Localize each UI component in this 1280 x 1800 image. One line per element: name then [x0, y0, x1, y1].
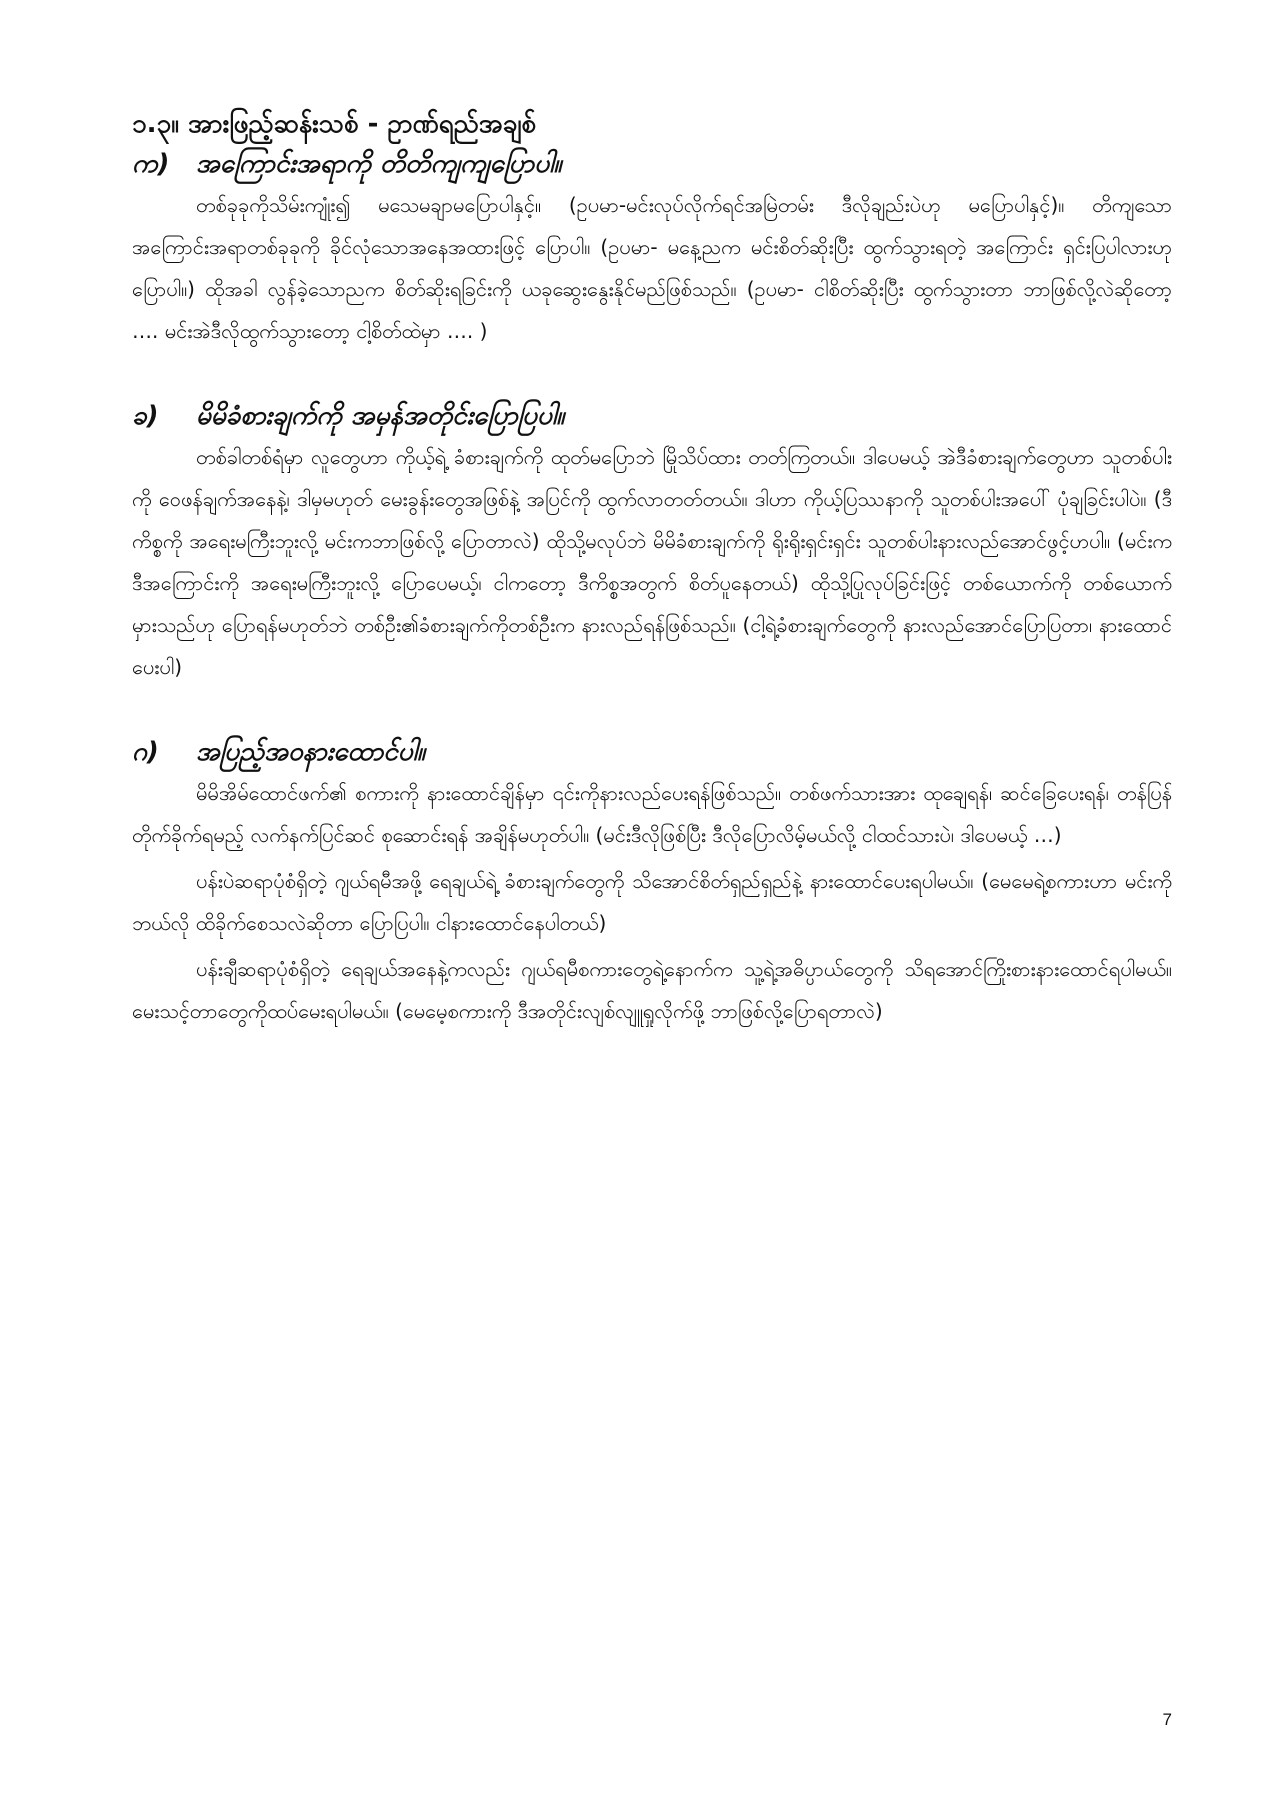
- sub-heading-title: အကြောင်းအရာကို တိတိကျကျပြောပါ။: [196, 149, 562, 179]
- section-spacer: [132, 688, 1172, 732]
- paragraph: တစ်ခုခုကိုသိမ်းကျုံး၍ မသေမချာမပြောပါနှင့်။ (ဥပမာ-မင်းလုပ်လိုက်ရင်အမြဲတမ်း ဒီလိုချည်းပဲဟု မပြောပါနှင့်)။ တိကျသောအကြောင်းအရာတစ်ခုခုကို ခိုင်လုံသောအနေအထားဖြင့် ပြောပါ။ (ဥပမာ- မနေ့ညက မင်းစိတ်ဆိုးပြီး ထွက်သွားရတဲ့ အကြောင်း ရှင်းပြပါလားဟု ပြောပါ။) ထိုအခါ လွန်ခဲ့သောညက စိတ်ဆိုးရခြင်းကို ယခုဆွေးနွေးနိုင်မည်ဖြစ်သည်။ (ဥပမာ- ငါစိတ်ဆိုးပြီး ထွက်သွားတာ ဘာဖြစ်လို့လဲဆိုတော့ …. မင်းအဲဒီလိုထွက်သွားတော့ ငါ့စိတ်ထဲမှာ …. ): [132, 193, 1172, 343]
- sub-heading-title: မိမိခံစားချက်ကို အမှန်အတိုင်းပြောပြပါ။: [196, 401, 565, 431]
- sub-heading-marker: ဂ): [132, 737, 159, 767]
- sub-heading-ga: [132, 732, 1172, 772]
- paragraph: မိမိအိမ်ထောင်ဖက်၏ စကားကို နားထောင်ချိန်မှာ ၎င်းကိုနားလည်ပေးရန်ဖြစ်သည်။ တစ်ဖက်သားအား ထုချေရန်၊ ဆင်ခြေပေးရန်၊ တန်ပြန်တိုက်ခိုက်ရမည့် လက်နက်ပြင်ဆင် စုဆောင်းရန် အချိန်မဟုတ်ပါ။ (မင်းဒီလိုဖြစ်ပြီး ဒီလိုပြောလိမ့်မယ်လို့ ငါထင်သားပဲ၊ ဒါပေမယ့် …): [132, 781, 1172, 847]
- paragraph: ပန်းပဲဆရာပုံစံရှိတဲ့ ဂျယ်ရမီအဖို့ ရေချယ်ရဲ့ ခံစားချက်တွေကို သိအောင်စိတ်ရှည်ရှည်နဲ့ နားထောင်ပေးရပါမယ်။ (မေမေရဲ့စကားဟာ မင်းကိုဘယ်လို ထိခိုက်စေသလဲဆိုတာ ပြောပြပါ။ ငါနားထောင်နေပါတယ်): [132, 869, 1172, 935]
- sub-heading-marker: ခ): [132, 401, 159, 431]
- paragraph: ပန်းချီဆရာပုံစံရှိတဲ့ ရေချယ်အနေနဲ့ကလည်း ဂျယ်ရမီစကားတွေရဲ့နောက်က သူ့ရဲ့အဓိပ္ပာယ်တွေကို သိရအောင်ကြိုးစားနားထောင်ရပါမယ်။ မေးသင့်တာတွေကိုထပ်မေးရပါမယ်။ (မေမေ့စကားကို ဒီအတိုင်းလျစ်လျူရှုလိုက်ဖို့ ဘာဖြစ်လို့ပြောရတာလဲ): [132, 957, 1172, 1023]
- page-number: 7: [1162, 1710, 1172, 1729]
- sub-heading-marker: က): [132, 149, 170, 179]
- section-spacer: [132, 352, 1172, 396]
- section-heading: ၁.၃။ အားဖြည့်ဆန်းသစ် - ဥာဏ်ရည်အချစ်: [132, 109, 537, 139]
- sub-heading-kha: [132, 396, 1172, 436]
- sub-heading-ka: [132, 144, 1172, 184]
- page-content: [132, 104, 1172, 1032]
- sub-heading-title: အပြည့်အဝနားထောင်ပါ။: [196, 737, 425, 767]
- paragraph: တစ်ခါတစ်ရံမှာ လူတွေဟာ ကိုယ့်ရဲ့ ခံစားချက်ကို ထုတ်မပြောဘဲ မြိုသိပ်ထား တတ်ကြတယ်။ ဒါပေမယ့် အဲဒီခံစားချက်တွေဟာ သူတစ်ပါးကို ဝေဖန်ချက်အနေနဲ့၊ ဒါမှမဟုတ် မေးခွန်းတွေအဖြစ်နဲ့ အပြင်ကို ထွက်လာတတ်တယ်။ ဒါဟာ ကိုယ့်ပြဿနာကို သူတစ်ပါးအပေါ် ပုံချခြင်းပါပဲ။ (ဒီကိစ္စကို အရေးမကြီးဘူးလို့ မင်းကဘာဖြစ်လို့ ပြောတာလဲ) ထိုသို့မလုပ်ဘဲ မိမိခံစားချက်ကို ရိုးရိုးရှင်းရှင်း သူတစ်ပါးနားလည်အောင်ဖွင့်ဟပါ။ (မင်းကဒီအကြောင်းကို အရေးမကြီးဘူးလို့ ပြောပေမယ့်၊ ငါကတော့ ဒီကိစ္စအတွက် စိတ်ပူနေတယ်) ထိုသို့ပြုလုပ်ခြင်းဖြင့် တစ်ယောက်ကို တစ်ယောက် မှားသည်ဟု ပြောရန်မဟုတ်ဘဲ တစ်ဦး၏ခံစားချက်ကိုတစ်ဦးက နားလည်ရန်ဖြစ်သည်။ (ငါ့ရဲ့ခံစားချက်တွေကို နားလည်အောင်ပြောပြတာ၊ နားထောင်ပေးပါ): [132, 445, 1172, 679]
